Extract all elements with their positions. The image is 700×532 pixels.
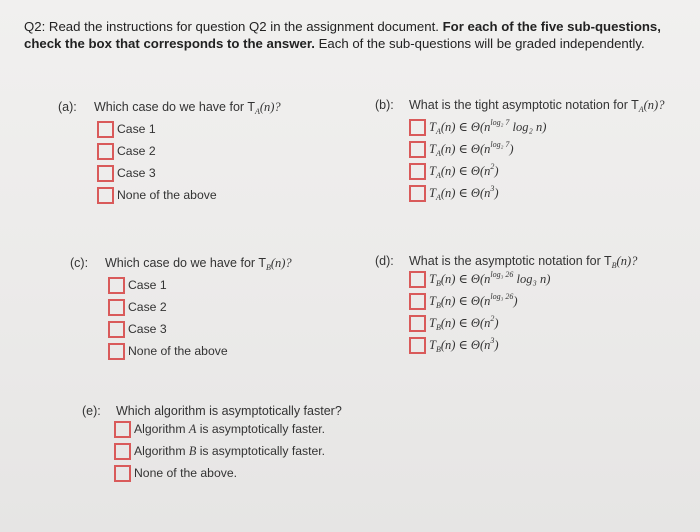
option-c-1[interactable] bbox=[108, 274, 228, 296]
option-label: $T_B(n)$ ∈ $\Theta(n^2)$ bbox=[429, 314, 499, 332]
option-label: Case 2 bbox=[128, 300, 167, 314]
question-c-label: (c): bbox=[70, 256, 89, 270]
option-c-3[interactable] bbox=[108, 318, 228, 340]
options-b bbox=[409, 116, 546, 204]
checkbox[interactable] bbox=[409, 185, 426, 202]
question-c-text bbox=[105, 256, 292, 272]
option-d-3[interactable] bbox=[409, 312, 550, 334]
options-d bbox=[409, 268, 550, 356]
option-label: Algorithm B is asymptotically faster. bbox=[134, 443, 326, 458]
option-label: $T_B(n)$ ∈ $\Theta(n^{log_3 26})$ bbox=[429, 292, 518, 310]
option-a-1[interactable] bbox=[97, 118, 217, 140]
question-c-arg: (n)? bbox=[270, 256, 292, 270]
checkbox[interactable] bbox=[108, 277, 125, 294]
option-label: Case 1 bbox=[117, 122, 156, 136]
option-label: None of the above bbox=[117, 188, 217, 202]
checkbox[interactable] bbox=[108, 343, 125, 360]
option-a-4[interactable] bbox=[97, 184, 217, 206]
option-label: $T_A(n)$ ∈ $\Theta(n^2)$ bbox=[429, 162, 499, 180]
question-a-prompt: Which case do we have for T bbox=[94, 100, 255, 114]
option-label: Algorithm A is asymptotically faster. bbox=[134, 421, 326, 436]
question-d-arg: (n)? bbox=[616, 254, 638, 268]
question-d-prompt: What is the asymptotic notation for T bbox=[409, 254, 612, 268]
checkbox[interactable] bbox=[97, 187, 114, 204]
question-e-text: Which algorithm is asymptotically faster? bbox=[116, 404, 342, 418]
question-c-sub: B bbox=[265, 263, 271, 272]
question-b-prompt: What is the tight asymptotic notation for T bbox=[409, 98, 639, 112]
question-b-label: (b): bbox=[375, 98, 394, 112]
question-e-label: (e): bbox=[82, 404, 101, 418]
question-a-text bbox=[94, 100, 281, 116]
question-b-arg: (n)? bbox=[643, 98, 665, 112]
option-d-1[interactable] bbox=[409, 268, 550, 290]
option-e-1[interactable] bbox=[114, 418, 325, 440]
prompt-lead: Q2: Read the instructions for question Q2 in the assignment document. bbox=[24, 19, 439, 34]
checkbox[interactable] bbox=[409, 293, 426, 310]
question-d-label: (d): bbox=[375, 254, 394, 268]
question-d-sub: B bbox=[611, 261, 617, 270]
options-c bbox=[108, 274, 228, 362]
prompt-bold: For each of the five sub-questions, check the box that corresponds to the answer. bbox=[24, 19, 661, 51]
option-label: None of the above. bbox=[134, 465, 237, 480]
option-e-3[interactable] bbox=[114, 462, 325, 484]
option-b-4[interactable] bbox=[409, 182, 546, 204]
option-label: $T_A(n)$ ∈ $\Theta(n^3)$ bbox=[429, 184, 499, 202]
checkbox[interactable] bbox=[108, 299, 125, 316]
checkbox[interactable] bbox=[108, 321, 125, 338]
option-e-2[interactable] bbox=[114, 440, 325, 462]
option-c-4[interactable] bbox=[108, 340, 228, 362]
option-label: $T_B(n)$ ∈ $\Theta(n^3)$ bbox=[429, 336, 499, 354]
option-label: Case 2 bbox=[117, 144, 156, 158]
option-label: $T_B(n)$ ∈ $\Theta(n^{log_3 26}$ log₃ n) bbox=[429, 270, 551, 288]
question-a-label: (a): bbox=[58, 100, 77, 114]
option-b-2[interactable] bbox=[409, 138, 546, 160]
option-label: $T_A(n)$ ∈ $\Theta(n^{log_2 7})$ bbox=[429, 140, 514, 158]
checkbox[interactable] bbox=[409, 271, 426, 288]
option-label: Case 3 bbox=[117, 166, 156, 180]
checkbox[interactable] bbox=[114, 443, 131, 460]
checkbox[interactable] bbox=[97, 165, 114, 182]
checkbox[interactable] bbox=[97, 121, 114, 138]
option-label: $T_A(n)$ ∈ $\Theta(n^{log_2 7}$ log₂ n) bbox=[429, 118, 547, 136]
question-prompt bbox=[24, 18, 684, 52]
question-b-text bbox=[409, 98, 664, 114]
checkbox[interactable] bbox=[409, 141, 426, 158]
option-a-2[interactable] bbox=[97, 140, 217, 162]
prompt-tail: Each of the sub-questions will be graded independently. bbox=[318, 36, 645, 51]
option-b-1[interactable] bbox=[409, 116, 546, 138]
option-a-3[interactable] bbox=[97, 162, 217, 184]
checkbox[interactable] bbox=[409, 163, 426, 180]
checkbox[interactable] bbox=[409, 337, 426, 354]
question-a-arg: (n)? bbox=[259, 100, 281, 114]
options-a bbox=[97, 118, 217, 206]
option-c-2[interactable] bbox=[108, 296, 228, 318]
checkbox[interactable] bbox=[409, 315, 426, 332]
option-d-2[interactable] bbox=[409, 290, 550, 312]
option-label: Case 1 bbox=[128, 278, 167, 292]
checkbox[interactable] bbox=[97, 143, 114, 160]
option-label: None of the above bbox=[128, 344, 228, 358]
question-a-sub: A bbox=[254, 107, 260, 116]
option-b-3[interactable] bbox=[409, 160, 546, 182]
checkbox[interactable] bbox=[114, 421, 131, 438]
option-d-4[interactable] bbox=[409, 334, 550, 356]
checkbox[interactable] bbox=[114, 465, 131, 482]
option-label: Case 3 bbox=[128, 322, 167, 336]
question-b-sub: A bbox=[638, 105, 644, 114]
options-e bbox=[114, 418, 325, 484]
checkbox[interactable] bbox=[409, 119, 426, 136]
question-c-prompt: Which case do we have for T bbox=[105, 256, 266, 270]
